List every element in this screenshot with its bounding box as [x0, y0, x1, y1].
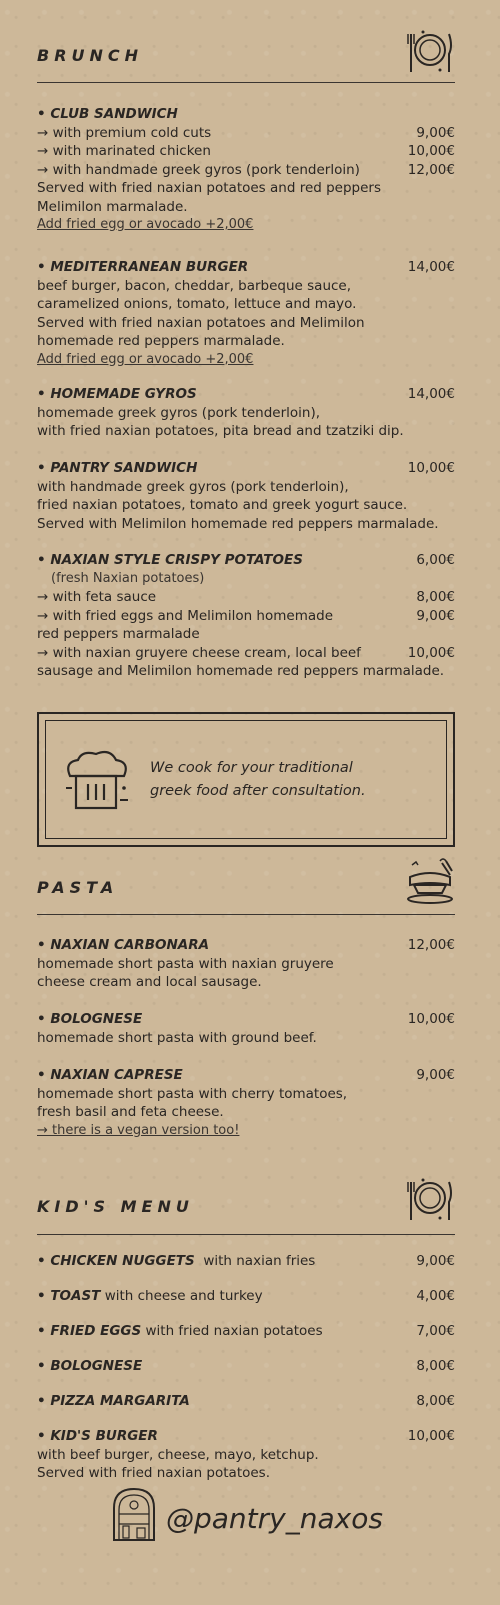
kids-item-pizza-margarita: [37, 1392, 455, 1411]
kids-item-kids-burger: [37, 1427, 455, 1483]
item-name: • BOLOGNESE: [37, 1011, 143, 1027]
item-price: 9,00€: [416, 1253, 455, 1269]
item-name: • BOLOGNESE: [37, 1358, 143, 1374]
instagram-handle: @pantry_naxos: [166, 1502, 383, 1535]
banner-line: We cook for your traditional: [150, 760, 353, 776]
item-name: • CHICKEN NUGGETS: [37, 1253, 195, 1269]
item-description: Served with fried naxian potatoes and Melimilon: [37, 314, 365, 331]
option-text: → with handmade greek gyros (pork tenderloin): [37, 161, 360, 178]
item-detail: with naxian fries: [194, 1253, 316, 1269]
item-price: 8,00€: [416, 1393, 455, 1409]
option-price: 12,00€: [407, 161, 455, 178]
vegan-note: → there is a vegan version too!: [37, 1122, 240, 1138]
item-name: • PIZZA MARGARITA: [37, 1393, 190, 1409]
item-detail: with cheese and turkey: [100, 1288, 263, 1304]
plate-cutlery-icon: [405, 1174, 453, 1224]
option-text: → with marinated chicken: [37, 143, 211, 159]
option-price: 9,00€: [416, 607, 455, 624]
item-addon-note: Add fried egg or avocado +2,00€: [37, 351, 254, 367]
option-price: 8,00€: [416, 589, 455, 605]
item-description: beef burger, bacon, cheddar, barbeque sauce,: [37, 277, 352, 294]
option-text: → with fried eggs and Melimilon homemade: [37, 607, 333, 624]
kids-item-toast: [37, 1287, 455, 1306]
pasta-divider: [37, 914, 455, 915]
item-description: fresh basil and feta cheese.: [37, 1104, 224, 1120]
kids-title: KID'S MENU: [37, 1197, 194, 1216]
menu-item-pantry-sandwich: [37, 459, 455, 533]
pasta-header: [37, 878, 455, 897]
pasta-dish-icon: [404, 855, 456, 907]
option-price: 9,00€: [416, 124, 455, 141]
kids-item-bolognese: [37, 1357, 455, 1376]
item-name: • NAXIAN STYLE CRISPY POTATOES: [37, 552, 303, 568]
menu-item-crispy-potatoes: [37, 551, 455, 681]
banner-text: [150, 757, 366, 803]
option-text: → with feta sauce: [37, 589, 157, 605]
item-price: 9,00€: [416, 1067, 455, 1083]
item-description: cheese cream and local sausage.: [37, 974, 262, 990]
kids-item-chicken-nuggets: [37, 1252, 455, 1271]
item-name: • TOAST: [37, 1288, 101, 1304]
menu-item-homemade-gyros: [37, 385, 455, 441]
item-name: • KID'S BURGER: [37, 1428, 158, 1444]
item-description: Melimilon marmalade.: [37, 198, 188, 215]
brunch-divider: [37, 82, 455, 83]
menu-item-naxian-carbonara: [37, 936, 455, 992]
pantry-logo-icon: [111, 1486, 157, 1542]
kids-header: [37, 1197, 455, 1216]
item-price: 6,00€: [416, 552, 455, 568]
banner-line: greek food after consultation.: [150, 783, 366, 799]
item-price: 14,00€: [407, 386, 455, 402]
option-price: 10,00€: [407, 644, 455, 661]
option-text: → with premium cold cuts: [37, 124, 212, 141]
item-description: homemade greek gyros (pork tenderloin),: [37, 404, 321, 421]
item-description: Served with fried naxian potatoes.: [37, 1465, 271, 1481]
item-subnote: (fresh Naxian potatoes): [51, 570, 205, 586]
option-text: → with naxian gruyere cheese cream, local beef: [37, 644, 361, 661]
brunch-header: [37, 46, 455, 65]
item-price: 4,00€: [416, 1288, 455, 1304]
item-name: • CLUB SANDWICH: [37, 106, 178, 122]
item-description: homemade red peppers marmalade.: [37, 333, 285, 349]
pasta-title: PASTA: [37, 878, 119, 897]
menu-item-club-sandwich: [37, 105, 455, 235]
item-price: 7,00€: [416, 1323, 455, 1339]
option-text: sausage and Melimilon homemade red peppers marmalade.: [37, 663, 445, 679]
item-description: homemade short pasta with cherry tomatoes,: [37, 1085, 348, 1102]
menu-item-mediterranean-burger: [37, 258, 455, 369]
item-detail: with fried naxian potatoes: [141, 1323, 323, 1339]
plate-cutlery-icon: [405, 26, 453, 76]
item-description: with beef burger, cheese, mayo, ketchup.: [37, 1446, 319, 1463]
item-price: 8,00€: [416, 1358, 455, 1374]
item-price: 12,00€: [407, 937, 455, 953]
menu-item-bolognese: [37, 1010, 455, 1047]
item-name: • PANTRY SANDWICH: [37, 460, 198, 476]
item-name: • MEDITERRANEAN BURGER: [37, 259, 249, 275]
item-description: Served with Melimilon homemade red peppers marmalade.: [37, 515, 439, 532]
item-name: • NAXIAN CAPRESE: [37, 1067, 183, 1083]
item-description: with handmade greek gyros (pork tenderloin),: [37, 478, 349, 495]
item-description: Served with fried naxian potatoes and red peppers: [37, 180, 382, 196]
option-price: 10,00€: [407, 143, 455, 159]
kids-divider: [37, 1234, 455, 1235]
item-price: 10,00€: [407, 460, 455, 476]
item-description: homemade short pasta with naxian gruyere: [37, 955, 334, 972]
item-price: 10,00€: [407, 1428, 455, 1444]
menu-item-naxian-caprese: [37, 1066, 455, 1140]
item-name: • NAXIAN CARBONARA: [37, 937, 210, 953]
chef-hat-icon: [62, 748, 132, 814]
item-name: • HOMEMADE GYROS: [37, 386, 197, 402]
item-price: 14,00€: [407, 259, 455, 275]
brunch-title: BRUNCH: [37, 46, 144, 65]
item-price: 10,00€: [407, 1011, 455, 1027]
item-description: fried naxian potatoes, tomato and greek yogurt sauce.: [37, 497, 408, 513]
kids-item-fried-eggs: [37, 1322, 455, 1341]
item-description: homemade short pasta with ground beef.: [37, 1029, 317, 1046]
item-addon-note: Add fried egg or avocado +2,00€: [37, 217, 254, 232]
item-name: • FRIED EGGS: [37, 1323, 142, 1339]
option-text: red peppers marmalade: [37, 626, 200, 642]
item-description: caramelized onions, tomato, lettuce and mayo.: [37, 296, 357, 312]
item-description: with fried naxian potatoes, pita bread and tzatziki dip.: [37, 423, 404, 439]
